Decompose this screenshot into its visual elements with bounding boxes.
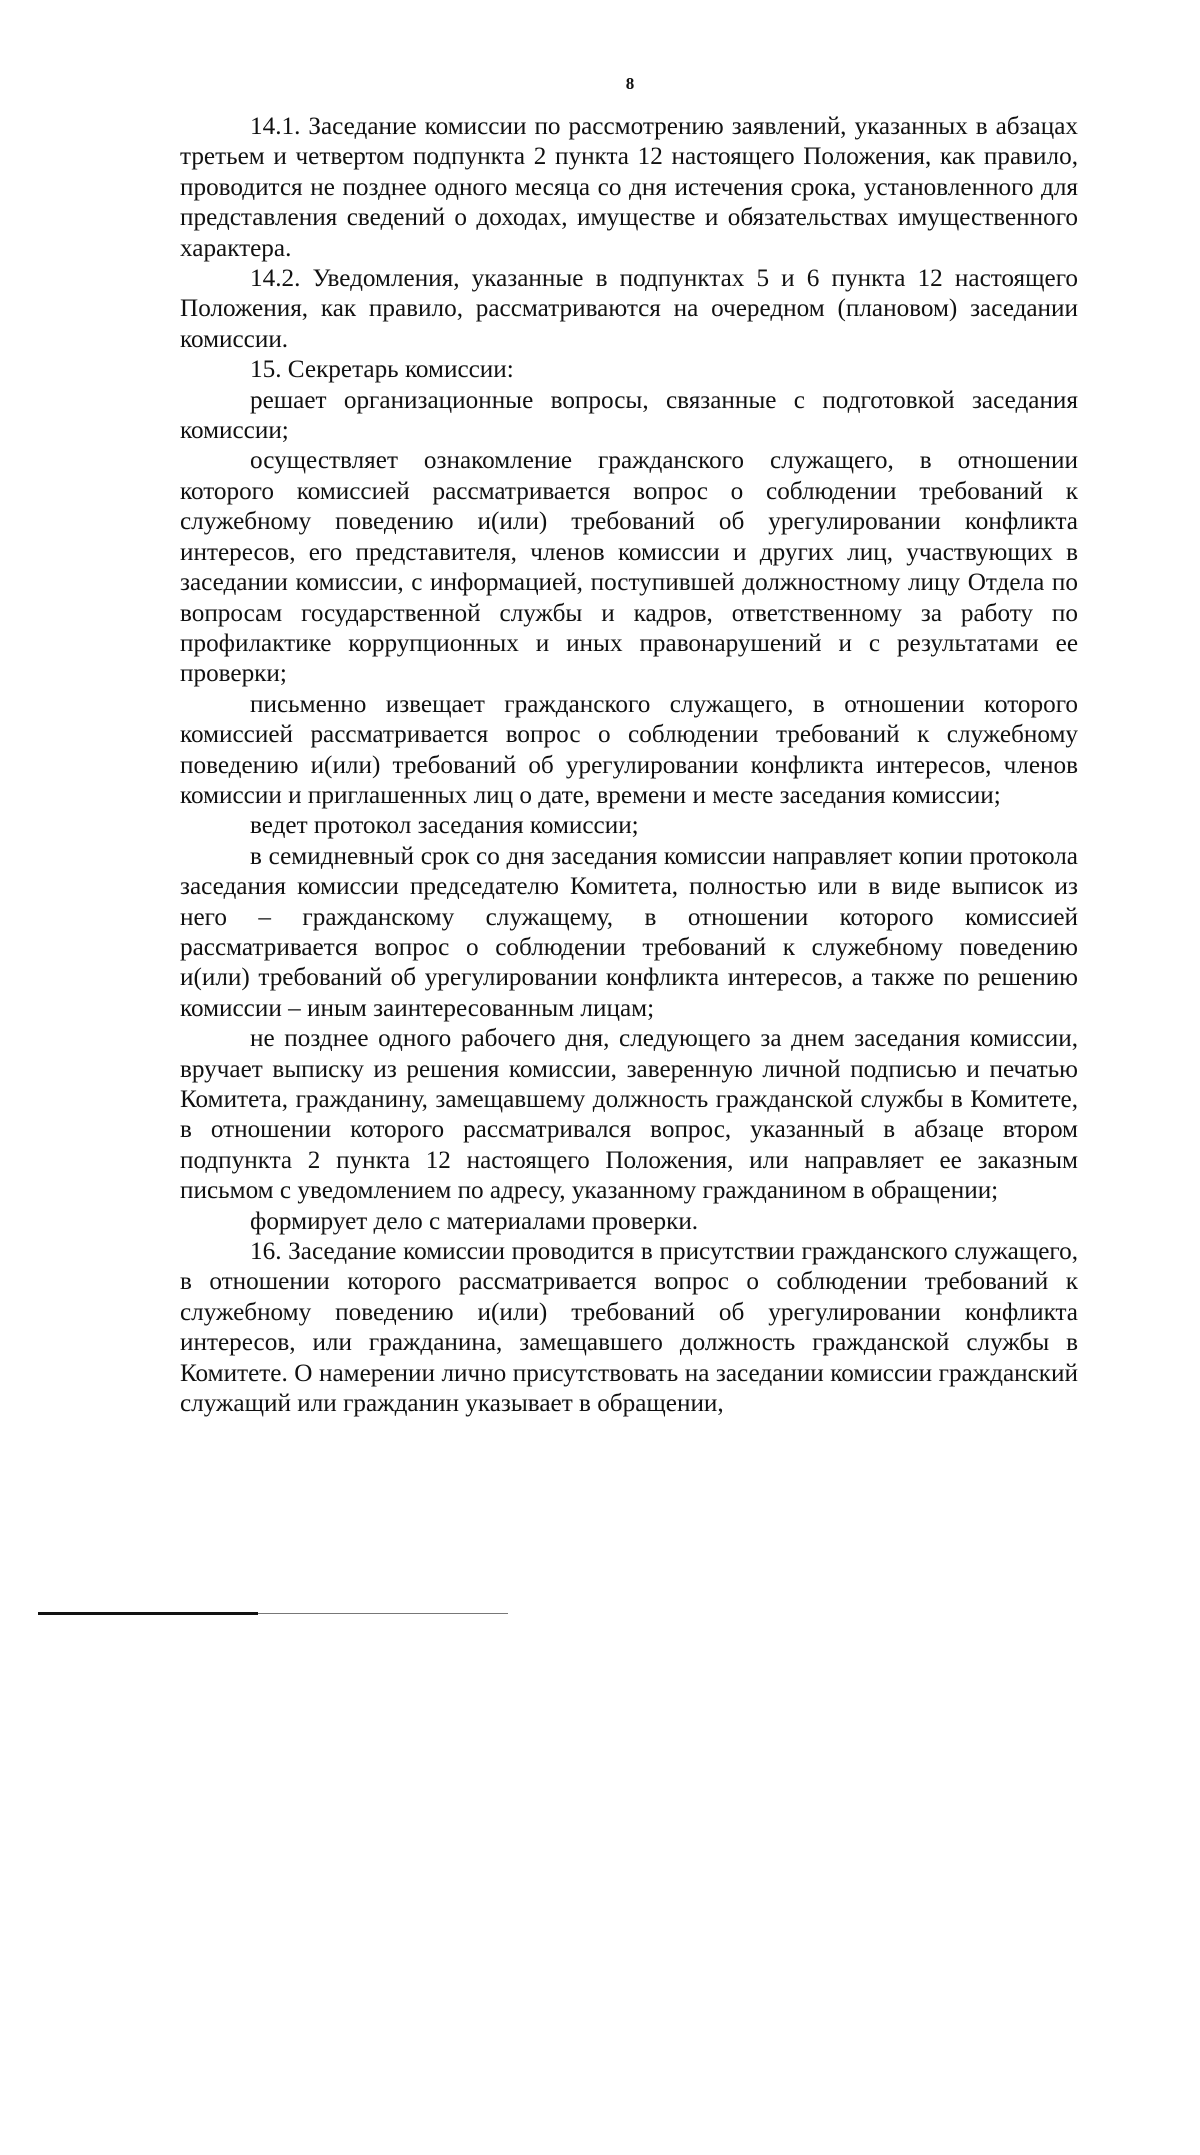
paragraph-14-2: 14.2. Уведомления, указанные в подпунктах 5 и 6 пункта 12 настоящего Положения, как правило, рассматриваются на очередном (плановом) заседании комиссии. — [180, 265, 1078, 353]
paragraph-15-heading: 15. Секретарь комиссии: — [250, 356, 514, 384]
footnote-separator — [38, 1612, 508, 1615]
paragraph-15-item-case-file: формирует дело с материалами проверки. — [250, 1207, 699, 1235]
page-number: 8 — [625, 74, 635, 93]
paragraph-16: 16. Заседание комиссии проводится в присутствии гражданского служащего, в отношении которого рассматривается вопрос о соблюдении требований к служебному поведению и(или) требований об урегулировании конфликта интересов, или гражданина, замещавшего должность гражданской службы в Комитете. О намерении лично присутствовать на заседании комиссии гражданский служащий или гражданин указывает в обращении, — [180, 1238, 1078, 1418]
paragraph-14-1: 14.1. Заседание комиссии по рассмотрению заявлений, указанных в абзацах третьем и четвертом подпункта 2 пункта 12 настоящего Положения, как правило, проводится не позднее одного месяца со дня истечения срока, установленного для представления сведений о доходах, имуществе и обязательствах имущественного характера. — [180, 113, 1078, 262]
paragraph-15-item-familiarization: осуществляет ознакомление гражданского служащего, в отношении которого комиссией рассматривается вопрос о соблюдении требований к служебному поведению и(или) требований об урегулировании конфликта интересов, его представителя, членов комиссии и других лиц, участвующих в заседании комиссии, с информацией, поступившей должностному лицу Отдела по вопросам государственной службы и кадров, ответственному за работу по профилактике коррупционных и иных правонарушений и с результатами ее проверки; — [180, 447, 1078, 688]
paragraph-15-item-notification: письменно извещает гражданского служащего, в отношении которого комиссией рассматривается вопрос о соблюдении требований к служебному поведению и(или) требований об урегулировании конфликта интересов, членов комиссии и приглашенных лиц о дате, времени и месте заседания комиссии; — [180, 690, 1078, 809]
footnote-separator-thick — [38, 1612, 258, 1615]
paragraph-15-item-copies: в семидневный срок со дня заседания комиссии направляет копии протокола заседания комиссии председателю Комитета, полностью или в виде выписок из него – гражданскому служащему, в отношении которого комиссией рассматривается вопрос о соблюдении требований к служебному поведению и(или) требований об урегулировании конфликта интересов, а также по решению комиссии – иным заинтересованным лицам; — [180, 842, 1078, 1022]
paragraph-15-item-organizational: решает организационные вопросы, связанные с подготовкой заседания комиссии; — [180, 386, 1078, 445]
paragraph-15-item-protocol: ведет протокол заседания комиссии; — [250, 812, 639, 840]
document-body — [180, 112, 1078, 1419]
footnote-separator-thin — [258, 1613, 508, 1614]
paragraph-15-item-extract: не позднее одного рабочего дня, следующего за днем заседания комиссии, вручает выписку из решения комиссии, заверенную личной подписью и печатью Комитета, гражданину, замещавшему должность гражданской службы в Комитете, в отношении которого рассматривался вопрос, указанный в абзаце втором подпункта 2 пункта 12 настоящего Положения, или направляет ее заказным письмом с уведомлением по адресу, указанному гражданином в обращении; — [180, 1025, 1078, 1205]
